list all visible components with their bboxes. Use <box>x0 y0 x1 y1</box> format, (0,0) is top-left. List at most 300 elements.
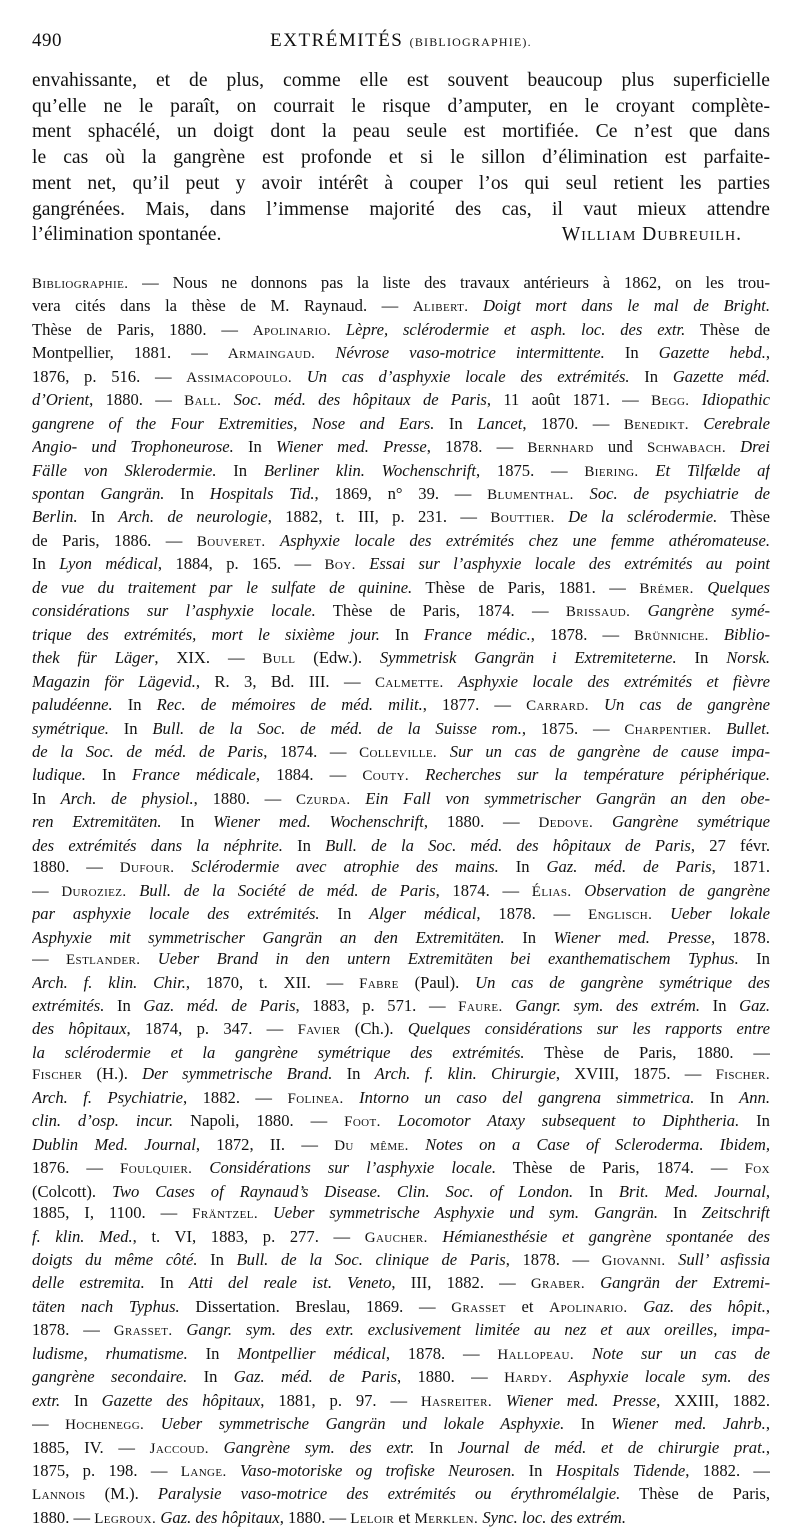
author-name: Merklen. <box>414 1510 479 1527</box>
author-name: Favier <box>297 1022 341 1039</box>
citation-text: , 1872, II. — <box>195 1134 335 1154</box>
citation-text: , <box>765 343 770 363</box>
citation-text: In <box>85 765 132 785</box>
citation-title: Lyon médical <box>59 554 158 574</box>
author-name: Duroziez. <box>61 883 127 900</box>
citation-title: Berliner klin. Wochenschrift <box>263 460 477 480</box>
citation-title: ludique. <box>32 765 86 785</box>
citation-text: , 1870. — <box>522 413 624 433</box>
citation-text: , <box>765 1414 770 1434</box>
citation-text: , 1874. — <box>435 880 532 900</box>
citation-text: , 1878. <box>711 927 770 947</box>
citation-text <box>574 1344 592 1363</box>
citation-text: — Nous ne donnons pas la liste des travaux antérieurs à 1862, on les trou- <box>128 272 770 292</box>
citation-text: In <box>379 624 424 644</box>
author-name: Du même. <box>334 1137 409 1154</box>
bibliography-line <box>32 948 770 971</box>
citation-title: De la sclérodermie. <box>568 507 718 527</box>
bibliography-line <box>32 483 770 506</box>
citation-text: de Paris, 1886. — <box>32 530 197 550</box>
citation-text: , 1881, p. 97. — <box>260 1390 421 1410</box>
citation-text <box>552 1367 568 1386</box>
citation-text <box>174 857 191 876</box>
page-header <box>32 30 770 68</box>
citation-title: täten nach Typhus. <box>32 1296 180 1316</box>
citation-title: Sclérodermie avec atrophie des mains. <box>191 857 499 877</box>
citation-text <box>258 1203 273 1222</box>
citation-text: , t. VI, 1883, p. 277. — <box>132 1226 365 1246</box>
author-name: Giovanni. <box>601 1252 666 1269</box>
citation-title: f. klin. Med. <box>32 1226 133 1246</box>
citation-text: In <box>282 835 326 855</box>
citation-text <box>209 1438 224 1457</box>
author-name: Hasreiter. <box>420 1393 493 1410</box>
citation-title: Cerebrale <box>703 413 770 433</box>
citation-title: Intorno un caso del gangrena simmetrica. <box>359 1087 695 1107</box>
author-name: Hallopeau. <box>497 1346 575 1363</box>
citation-title: Wiener med. Presse <box>553 927 711 947</box>
bibliography-line <box>32 413 770 436</box>
citation-text: , <box>765 1296 770 1316</box>
author-name: Czurda. <box>296 791 351 808</box>
author-name: Folinea. <box>287 1090 344 1107</box>
citation-text <box>628 1297 644 1316</box>
citation-text: , 1882, t. III, p. 231. — <box>267 507 491 527</box>
citation-text: Montpellier, 1881. — <box>32 343 228 363</box>
citation-title: des hôpitaux <box>32 1019 127 1039</box>
citation-text: 1878. — <box>32 1320 114 1340</box>
citation-title: par asphyxie locale des extrémités. <box>32 904 320 924</box>
citation-title: symétrique. <box>32 718 109 738</box>
citation-title: Biblio- <box>723 624 770 644</box>
citation-text: 1880. — <box>32 1507 95 1527</box>
bibliography-line <box>32 1319 770 1342</box>
author-name: Fischer <box>32 1067 83 1084</box>
author-name: Dedove. <box>538 815 594 832</box>
bibliography-line <box>32 1226 770 1249</box>
citation-text: , 11 août 1871. — <box>486 390 652 410</box>
bibliography-line <box>32 295 770 318</box>
bibliography-line <box>32 1366 770 1389</box>
citation-title: trique des extrémités, mort le sixième jour. <box>32 624 380 644</box>
author-name: Leloir <box>350 1510 395 1527</box>
citation-text: In <box>676 648 727 668</box>
citation-text: In <box>60 1390 102 1410</box>
citation-text: 1875, p. 198. — <box>32 1461 181 1481</box>
author-name: Estlander. <box>65 952 141 969</box>
citation-text: In <box>498 857 547 877</box>
citation-text: Thèse de Paris, 1881. — <box>412 577 640 597</box>
bibliography-line <box>32 788 770 811</box>
page-number: 490 <box>32 30 62 51</box>
bibliography-line <box>32 880 770 903</box>
running-head-title: EXTRÉMITÉS <box>270 30 404 51</box>
body-line-text: le cas où la gangrène est profonde et si le sillon d’élimination est parfaite- <box>32 147 770 169</box>
citation-text <box>428 1227 443 1246</box>
citation-title: Quelques considérations sur les rapports entre <box>407 1019 770 1039</box>
bibliography-line <box>32 1413 770 1436</box>
citation-text: (Ch.). <box>340 1019 408 1039</box>
citation-text: In <box>77 507 119 527</box>
citation-title: Gaz. des hôpitaux <box>160 1507 280 1527</box>
citation-title: Soc. méd. des hôpitaux de Paris <box>233 390 487 410</box>
citation-text: In <box>573 1181 619 1201</box>
citation-title: Gazette hebd. <box>658 343 766 363</box>
body-line <box>32 171 770 197</box>
citation-text <box>381 1111 398 1130</box>
citation-title: gangrene of the Four Extremities, Nose and Ears. <box>32 413 435 433</box>
citation-title: Wiener med. Jahrb. <box>611 1414 766 1434</box>
author-name: Jaccoud. <box>149 1440 209 1457</box>
citation-title: Gangrän der Extremi- <box>600 1273 770 1293</box>
citation-text: , 1878. — <box>385 1343 498 1363</box>
citation-text: In <box>233 437 276 457</box>
citation-text: et <box>505 1296 550 1316</box>
citation-text: In <box>604 343 659 363</box>
citation-text: , 1878. — <box>505 1249 602 1269</box>
citation-text: 1876. — <box>32 1158 121 1178</box>
bibliography-line <box>32 1507 770 1530</box>
bibliography-line <box>32 1296 770 1319</box>
citation-title: Bull. de la Soc. méd. des hôpitaux de Paris <box>325 835 691 855</box>
citation-title: Gangrène symé- <box>647 601 770 621</box>
bibliography-line <box>32 1018 770 1041</box>
citation-text: und <box>593 437 647 457</box>
author-name: Foulquier. <box>120 1161 193 1178</box>
citation-text <box>503 996 516 1015</box>
citation-title: Ein Fall von symmetrischer Gangrän an den obe- <box>365 788 770 808</box>
author-name: Hochenegg. <box>65 1417 145 1434</box>
bibliography-line <box>32 903 770 926</box>
citation-text: In <box>700 995 740 1015</box>
citation-title: Arch. f. Psychiatrie <box>32 1087 184 1107</box>
citation-title: ren Extremitäten. <box>32 812 162 832</box>
citation-text: , XIX. — <box>154 648 263 668</box>
citation-title: Paralysie vaso-motrice des extrémités ou érythromélalgie. <box>157 1484 621 1504</box>
bibliography-line <box>32 389 770 412</box>
body-paragraph <box>32 68 770 248</box>
author-name: Faure. <box>458 998 503 1015</box>
citation-title: Un cas de gangrène symétrique des <box>475 972 770 992</box>
bibliography-line <box>32 856 770 879</box>
citation-title: Sync. loc. des extrém. <box>482 1507 627 1527</box>
citation-title: Two Cases of Raynaud’s Disease. Clin. Soc. of London. <box>111 1181 574 1201</box>
citation-title: Magazin för Lägevid. <box>32 671 196 691</box>
citation-title: thek für Läger <box>32 648 155 668</box>
author-name: Ball. <box>184 393 222 410</box>
citation-title: Locomotor Ataxy subsequent to Diphtheria. <box>397 1111 740 1131</box>
citation-title: Ueber symmetrische Gangrän und lokale Asphyxie. <box>160 1414 565 1434</box>
citation-text <box>344 1088 359 1107</box>
citation-title: Berlin. <box>32 507 78 527</box>
citation-title: Asphyxie locale des extrémités et fièvre <box>458 671 770 691</box>
citation-text: , 1880. — <box>279 1507 351 1527</box>
citation-text: et <box>394 1507 415 1527</box>
citation-title: de la Soc. de méd. de Paris <box>32 741 264 761</box>
citation-text: , 1883, p. 571. — <box>295 995 459 1015</box>
bibliography-line <box>32 1390 770 1413</box>
citation-text <box>689 414 703 433</box>
author-name: Apolinario. <box>549 1299 628 1316</box>
citation-title: Bull. de la Soc. clinique de Paris <box>236 1249 506 1269</box>
citation-text <box>572 881 585 900</box>
bibliography-line <box>32 1110 770 1133</box>
citation-title: Recherches sur la température périphérique. <box>425 765 770 785</box>
author-name: Bouveret. <box>196 533 266 550</box>
citation-title: Zeitschrift <box>701 1203 770 1223</box>
author-name: Lange. <box>180 1464 227 1481</box>
citation-text: (M.). <box>85 1484 158 1504</box>
citation-text: , 1884. — <box>255 765 363 785</box>
citation-text: , <box>765 1437 770 1457</box>
citation-text: , 1878. — <box>426 437 528 457</box>
citation-title: Wiener med. Presse <box>275 437 427 457</box>
citation-text: , <box>765 1181 770 1201</box>
author-name: Calmette. <box>374 674 444 691</box>
citation-text <box>652 904 670 923</box>
citation-title: Et Tilfælde af <box>655 460 770 480</box>
citation-title: Notes on a Case of Scleroderma. Ibidem, <box>425 1134 770 1154</box>
citation-title: Bull. de la Société de méd. de Paris <box>139 880 436 900</box>
bibliography-line <box>32 1063 770 1086</box>
author-name: Englisch. <box>588 907 653 924</box>
citation-title: Un cas de gangrène <box>603 695 770 715</box>
citation-text: , 1884, p. 165. — <box>157 554 325 574</box>
author-name: Bibliographie. <box>32 275 129 292</box>
citation-title: Hospitals Tid. <box>209 484 315 503</box>
citation-text <box>555 507 568 526</box>
citation-text <box>468 296 483 315</box>
author-name: Brissaud. <box>565 604 631 621</box>
bibliography-line <box>32 366 770 389</box>
citation-text <box>350 789 365 808</box>
citation-title: Lèpre, sclérodermie et asph. loc. des extr. <box>345 319 686 339</box>
citation-title: delle estremita. <box>32 1273 145 1293</box>
citation-title: Drei <box>740 437 770 457</box>
bibliography-line <box>32 319 770 342</box>
citation-text: In <box>739 1111 770 1131</box>
citation-text: In <box>629 366 673 386</box>
citation-text <box>589 695 604 714</box>
citation-text <box>492 1391 506 1410</box>
body-line-text: gangrénées. Mais, dans l’immense majorité des cas, il vaut mieux attendre <box>32 198 770 220</box>
body-line <box>32 222 770 248</box>
citation-text: In <box>504 927 554 947</box>
citation-text: In <box>658 1203 702 1223</box>
citation-text: , 1877. — <box>422 695 527 715</box>
author-name: Biering. <box>584 463 639 480</box>
citation-text: , 1878. — <box>530 624 635 644</box>
author-name: Legroux. <box>94 1510 157 1527</box>
citation-title: spontan Gangrän. <box>32 484 165 503</box>
citation-text: In <box>197 1249 237 1269</box>
citation-text: , 1880. — <box>193 788 297 808</box>
citation-text: 1880. — <box>32 857 120 877</box>
citation-text: In <box>112 695 157 715</box>
citation-text: Thèse de Paris, 1874. — <box>496 1158 745 1178</box>
bibliography-line <box>32 1134 770 1157</box>
bibliography-line <box>32 811 770 834</box>
citation-text: In <box>564 1414 612 1434</box>
citation-title: Observation de gangrène <box>584 880 770 900</box>
author-name: Fabre <box>359 975 399 992</box>
author-name: Foot. <box>344 1114 381 1131</box>
citation-title: extr. <box>32 1390 61 1410</box>
citation-title: de vue du traitement par le sulfate de quinine. <box>32 577 413 597</box>
bibliography-line <box>32 835 770 856</box>
citation-text: , 1871. <box>711 857 770 877</box>
citation-text: In <box>32 788 61 808</box>
running-head <box>32 30 770 52</box>
citation-title: doigts du même côté. <box>32 1249 198 1269</box>
body-line <box>32 145 770 171</box>
citation-text: 1885, IV. — <box>32 1437 150 1457</box>
bibliography-line <box>32 1157 770 1180</box>
citation-text: In <box>187 1367 234 1387</box>
citation-text: In <box>434 413 478 433</box>
citation-text <box>593 812 612 831</box>
citation-text <box>315 343 335 362</box>
citation-title: Un cas d’asphyxie locale des extrémités. <box>306 366 630 386</box>
citation-title: Arch. de neurologie <box>118 507 268 527</box>
bibliography-line <box>32 1042 770 1063</box>
citation-text <box>574 484 590 503</box>
citation-title: ludisme, rhumatisme. <box>32 1343 188 1363</box>
citation-text: , 1882. — <box>183 1087 288 1107</box>
author-name: Grasset. <box>113 1323 173 1340</box>
bibliography-line <box>32 577 770 600</box>
citation-text: In <box>515 1461 556 1481</box>
citation-title: Gaz. <box>739 995 770 1015</box>
citation-text: In <box>319 904 370 924</box>
citation-text: , 1875. — <box>521 718 625 738</box>
author-name: Assimacopoulo. <box>186 369 293 386</box>
citation-text: , 27 févr. <box>690 835 770 855</box>
bibliography-line <box>32 1249 770 1272</box>
citation-text: In <box>104 995 144 1015</box>
citation-text: Thèse de Paris, 1880. — <box>32 319 253 339</box>
bibliography-line <box>32 530 770 553</box>
citation-text: In <box>694 1087 740 1107</box>
citation-text: In <box>187 1343 238 1363</box>
citation-text: (Paul). <box>398 972 476 992</box>
citation-text <box>227 1461 240 1480</box>
citation-title: Gangr. sym. des extr. exclusivement limitée au nez et aux oreilles, impa- <box>186 1320 770 1340</box>
citation-title: gangrène secondaire. <box>32 1367 188 1387</box>
citation-text: In <box>144 1273 189 1293</box>
bibliography-line <box>32 1343 770 1366</box>
citation-title: Gaz. méd. de Paris <box>233 1367 398 1387</box>
bibliography-line <box>32 1272 770 1295</box>
citation-text: , 1878. — <box>476 904 589 924</box>
citation-text <box>192 1158 209 1177</box>
bibliography-line <box>32 972 770 995</box>
body-line <box>32 94 770 120</box>
bibliography-section <box>32 272 770 1530</box>
citation-title: Ueber lokale <box>670 904 770 924</box>
bibliography-line <box>32 1087 770 1110</box>
author-name: Bull <box>262 651 296 668</box>
citation-title: Quelques <box>707 577 770 597</box>
author-name: Brémer. <box>639 580 694 597</box>
bibliography-line <box>32 927 770 948</box>
citation-text: vera cités dans la thèse de M. Raynaud. — <box>32 296 413 316</box>
citation-text <box>689 390 701 409</box>
citation-title: Arch. f. klin. Chirurgie <box>374 1064 556 1084</box>
citation-title: Rec. de mémoires de méd. milit. <box>156 695 423 715</box>
citation-title: Soc. de psychiatrie de <box>589 484 770 503</box>
author-name: Colleville. <box>359 744 438 761</box>
citation-title: paludéenne. <box>32 695 113 715</box>
citation-text: Napoli, 1880. — <box>173 1111 345 1131</box>
citation-title: Wiener med. Wochenschrift <box>213 812 424 832</box>
signature-wrap <box>562 222 742 248</box>
citation-text <box>630 601 647 620</box>
citation-text <box>694 578 707 597</box>
citation-title: Essai sur l’asphyxie locale des extrémités au point <box>369 554 770 574</box>
citation-title: Vaso-motoriske og trofiske Neurosen. <box>240 1461 516 1481</box>
citation-text <box>409 765 425 784</box>
bibliography-line <box>32 1202 770 1225</box>
citation-text <box>444 672 458 691</box>
author-name: Benedikt. <box>623 416 689 433</box>
body-line-text: ment net, qu’il peut y avoir intérêt à couper l’os qui seul retient les parties <box>32 172 770 194</box>
citation-title: Montpellier médical <box>237 1343 386 1363</box>
citation-text: , XVIII, 1875. — <box>555 1064 716 1084</box>
author-name: Begg. <box>651 393 690 410</box>
citation-title: la sclérodermie et la gangrène symétrique des extrémités. <box>32 1042 525 1062</box>
citation-text: In <box>738 949 770 969</box>
citation-title: Hospitals Tidende <box>555 1461 686 1481</box>
body-line <box>32 197 770 223</box>
citation-text: Thèse <box>717 507 770 527</box>
citation-title: Gazette méd. <box>672 366 770 386</box>
citation-title: Bullet. <box>726 718 770 738</box>
citation-title: Lancet <box>477 413 523 433</box>
bibliography-line <box>32 600 770 623</box>
citation-text <box>585 1273 600 1292</box>
citation-title: Idiopathic <box>701 390 770 410</box>
citation-text: , R. 3, Bd. III. — <box>195 671 375 691</box>
bibliography-line <box>32 694 770 717</box>
citation-title: Journal de méd. et de chirurgie prat. <box>457 1437 766 1457</box>
citation-text: (Colcott). <box>32 1181 112 1201</box>
citation-text: , 1870, t. XII. — <box>185 972 360 992</box>
citation-title: Gaz. méd. de Paris <box>143 995 296 1015</box>
citation-text: (H.). <box>82 1064 143 1084</box>
author-name: Hardy. <box>504 1370 553 1387</box>
citation-text: — <box>32 1414 66 1434</box>
author-name: Blumenthal. <box>487 487 574 503</box>
citation-text <box>140 949 157 968</box>
author-name: Graber. <box>530 1276 585 1293</box>
body-line-text: ment sphacélé, un doigt dont la peau seule est mortifiée. Ce n’est que dans <box>32 121 770 143</box>
citation-text: , III, 1882. — <box>391 1273 531 1293</box>
citation-title: extrémités. <box>32 995 105 1015</box>
citation-title: Gangr. sym. des extrém. <box>515 995 701 1015</box>
citation-text <box>331 320 346 339</box>
citation-title: Gangrène symétrique <box>611 812 770 832</box>
author-signature: William Dubreuilh. <box>561 224 742 246</box>
citation-text: , XXIII, 1882. <box>656 1390 770 1410</box>
citation-title: Norsk. <box>726 648 770 668</box>
citation-title: Arch. f. klin. Chir. <box>32 972 186 992</box>
citation-title: Dublin Med. Journal <box>32 1134 196 1154</box>
citation-text: In <box>332 1064 375 1084</box>
citation-text <box>266 531 280 550</box>
running-head-subtitle: (BIBLIOGRAPHIE). <box>409 35 532 49</box>
author-name: Carrard. <box>526 698 589 715</box>
